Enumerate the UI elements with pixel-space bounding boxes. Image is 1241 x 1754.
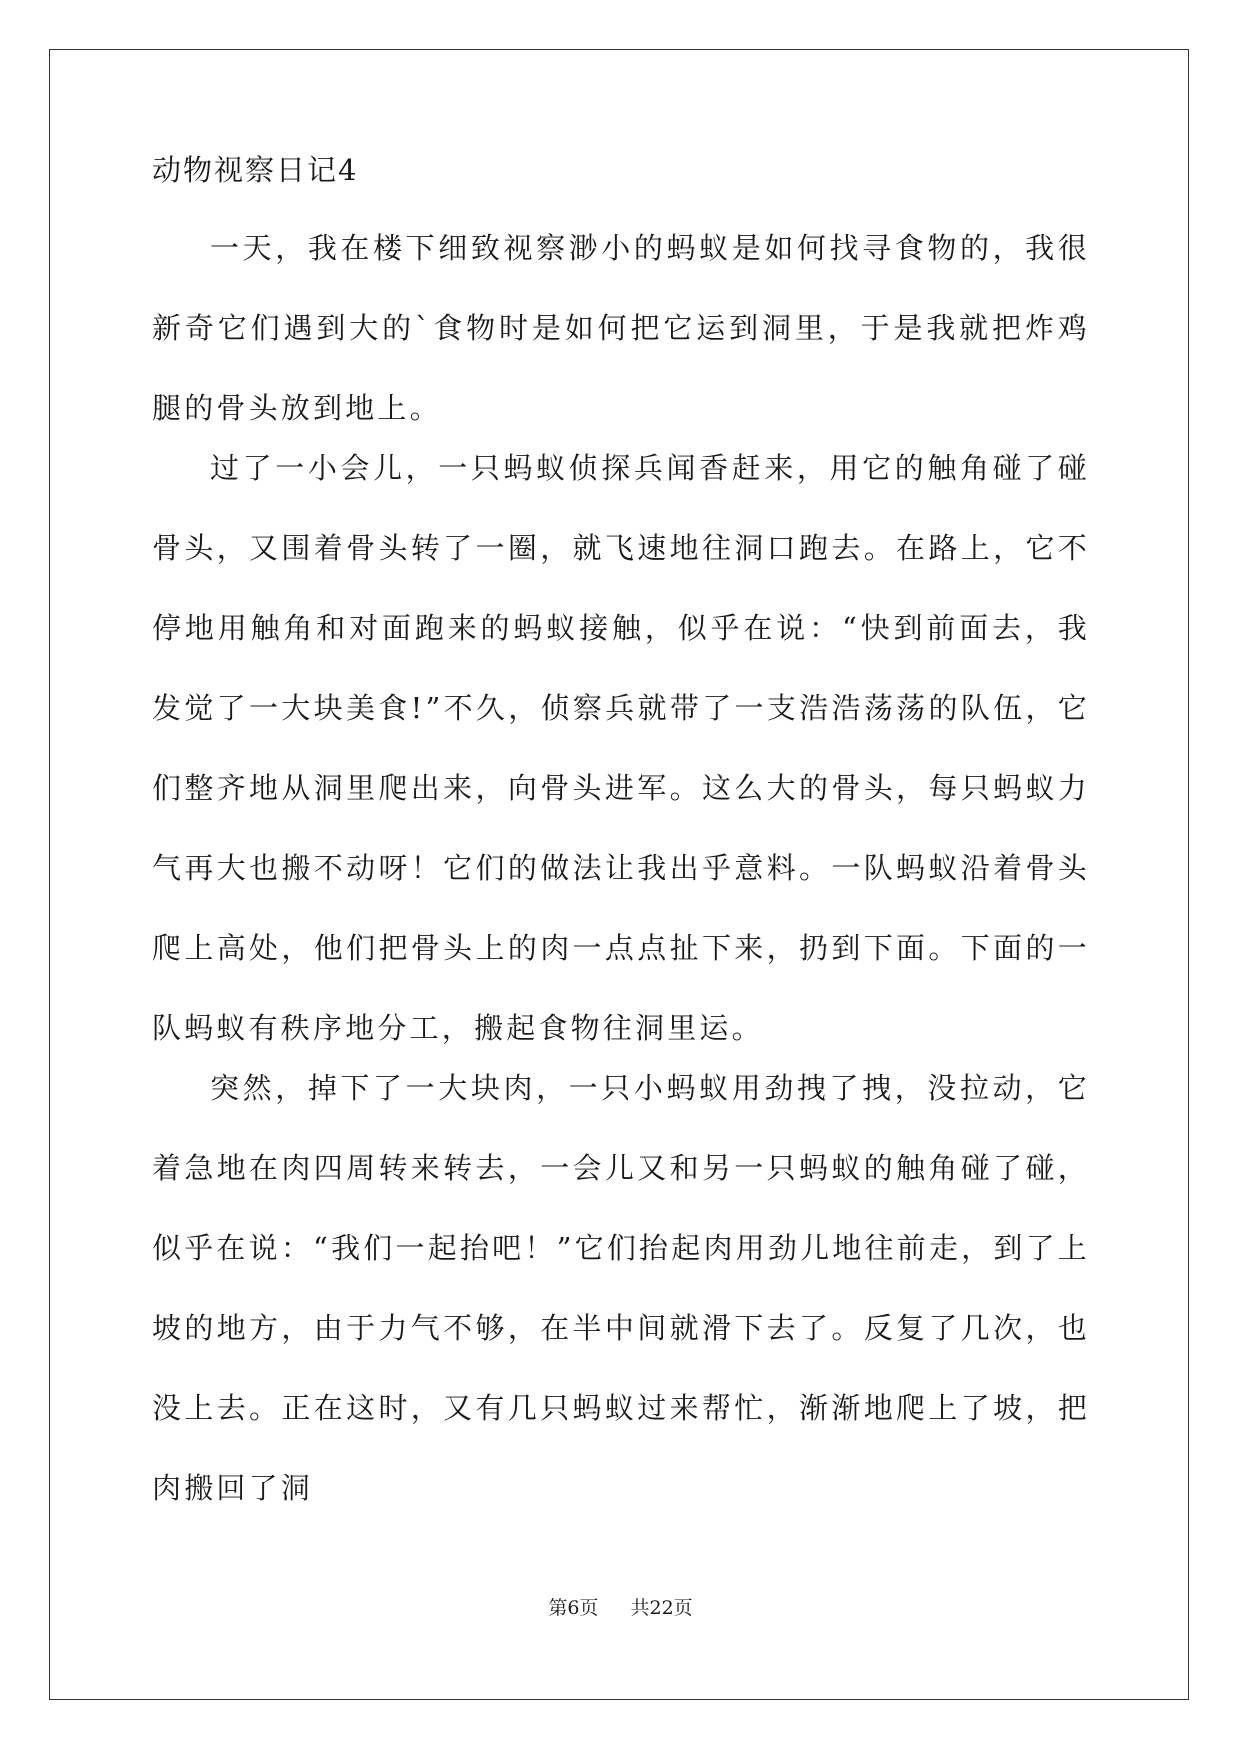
paragraph-1: 一天，我在楼下细致视察渺小的蚂蚁是如何找寻食物的，我很新奇它们遇到大的`食物时是如何把它运到洞里，于是我就把炸鸡腿的骨头放到地上。 — [152, 231, 1090, 425]
paragraph-2: 过了一小会儿，一只蚂蚁侦探兵闻香赶来，用它的触角碰了碰骨头，又围着骨头转了一圈，就飞速地往洞口跑去。在路上，它不停地用触角和对面跑来的蚂蚁接触，似乎在说：“快到前面去，我发觉了一大块美食!”不久，侦察兵就带了一支浩浩荡荡的队伍，它们整齐地从洞里爬出来，向骨头进军。这么大的骨头，每只蚂蚁力气再大也搬不动呀！它们的做法让我出乎意料。一队蚂蚁沿着骨头爬上高处，他们把骨头上的肉一点点扯下来，扔到下面。下面的一队蚂蚁有秩序地分工，搬起食物往洞里运。 — [152, 451, 1090, 1045]
page-total: 共22页 — [630, 1597, 693, 1619]
page-number: 第6页 — [548, 1597, 599, 1619]
paragraph-3: 突然，掉下了一大块肉，一只小蚂蚁用劲拽了拽，没拉动，它着急地在肉四周转来转去，一会儿又和另一只蚂蚁的触角碰了碰，似乎在说：“我们一起抬吧！”它们抬起肉用劲儿地往前走，到了上坡的地方，由于力气不够，在半中间就滑下去了。反复了几次，也没上去。正在这时，又有几只蚂蚁过来帮忙，渐渐地爬上了坡，把肉搬回了洞 — [152, 1071, 1090, 1505]
document-body — [152, 150, 1090, 1528]
page-footer — [0, 1596, 1241, 1620]
document-title: 动物视察日记4 — [152, 153, 359, 187]
